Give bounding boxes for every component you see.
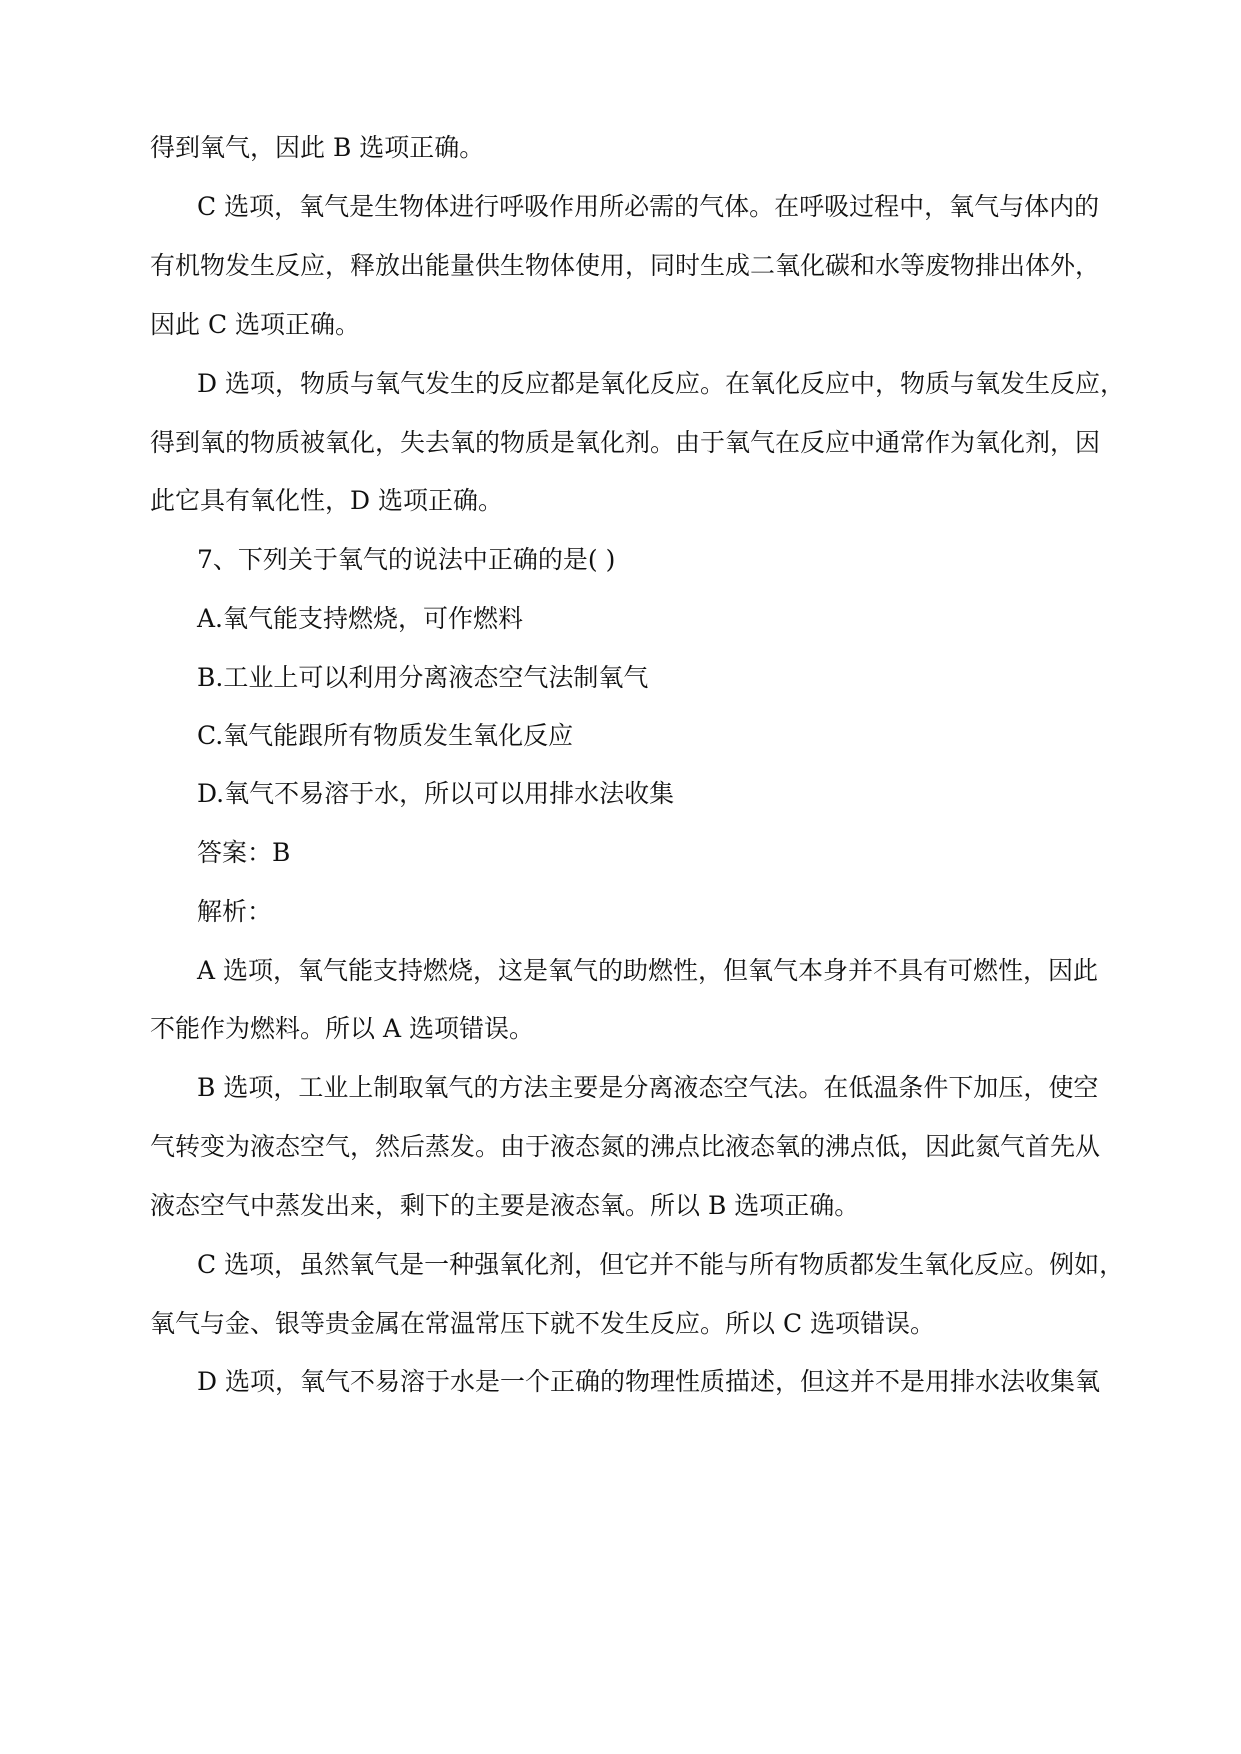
analysis-b-line-2: 气转变为液态空气，然后蒸发。由于液态氮的沸点比液态氧的沸点低，因此氮气首先从 (150, 1132, 1101, 1161)
option-a: A.氧气能支持燃烧，可作燃料 (197, 604, 524, 633)
option-d: D.氧气不易溶于水，所以可以用排水法收集 (197, 779, 675, 808)
analysis-a-line-2: 不能作为燃料。所以 A 选项错误。 (150, 1014, 534, 1043)
analysis-a-line-1: A 选项，氧气能支持燃烧，这是氧气的助燃性，但氧气本身并不具有可燃性，因此 (197, 956, 1099, 985)
option-b: B.工业上可以利用分离液态空气法制氧气 (197, 663, 649, 692)
paragraph-2-line-1: C 选项，氧气是生物体进行呼吸作用所必需的气体。在呼吸过程中，氧气与体内的 (197, 192, 1100, 221)
paragraph-1-line-1: 得到氧气，因此 B 选项正确。 (150, 133, 485, 162)
analysis-b-line-1: B 选项，工业上制取氧气的方法主要是分离液态空气法。在低温条件下加压，使空 (197, 1073, 1099, 1102)
option-c: C.氧气能跟所有物质发生氧化反应 (197, 721, 574, 750)
analysis-c-line-2: 氧气与金、银等贵金属在常温常压下就不发生反应。所以 C 选项错误。 (150, 1309, 936, 1338)
analysis-b-line-3: 液态空气中蒸发出来，剩下的主要是液态氧。所以 B 选项正确。 (150, 1191, 860, 1220)
analysis-heading: 解析： (197, 897, 273, 926)
question-7-stem: 7、下列关于氧气的说法中正确的是( ) (197, 545, 616, 574)
paragraph-2-line-3: 因此 C 选项正确。 (150, 310, 361, 339)
analysis-c-line-1: C 选项，虽然氧气是一种强氧化剂，但它并不能与所有物质都发生氧化反应。例如， (197, 1250, 1125, 1279)
paragraph-3-line-1: D 选项，物质与氧气发生的反应都是氧化反应。在氧化反应中，物质与氧发生反应， (197, 369, 1125, 398)
paragraph-3-line-2: 得到氧的物质被氧化，失去氧的物质是氧化剂。由于氧气在反应中通常作为氧化剂，因 (150, 428, 1101, 457)
paragraph-2-line-2: 有机物发生反应，释放出能量供生物体使用，同时生成二氧化碳和水等废物排出体外， (150, 251, 1101, 280)
analysis-d-line-1: D 选项，氧气不易溶于水是一个正确的物理性质描述，但这并不是用排水法收集氧 (197, 1367, 1100, 1396)
paragraph-3-line-3: 此它具有氧化性，D 选项正确。 (150, 486, 503, 515)
answer-line: 答案：B (197, 838, 291, 867)
